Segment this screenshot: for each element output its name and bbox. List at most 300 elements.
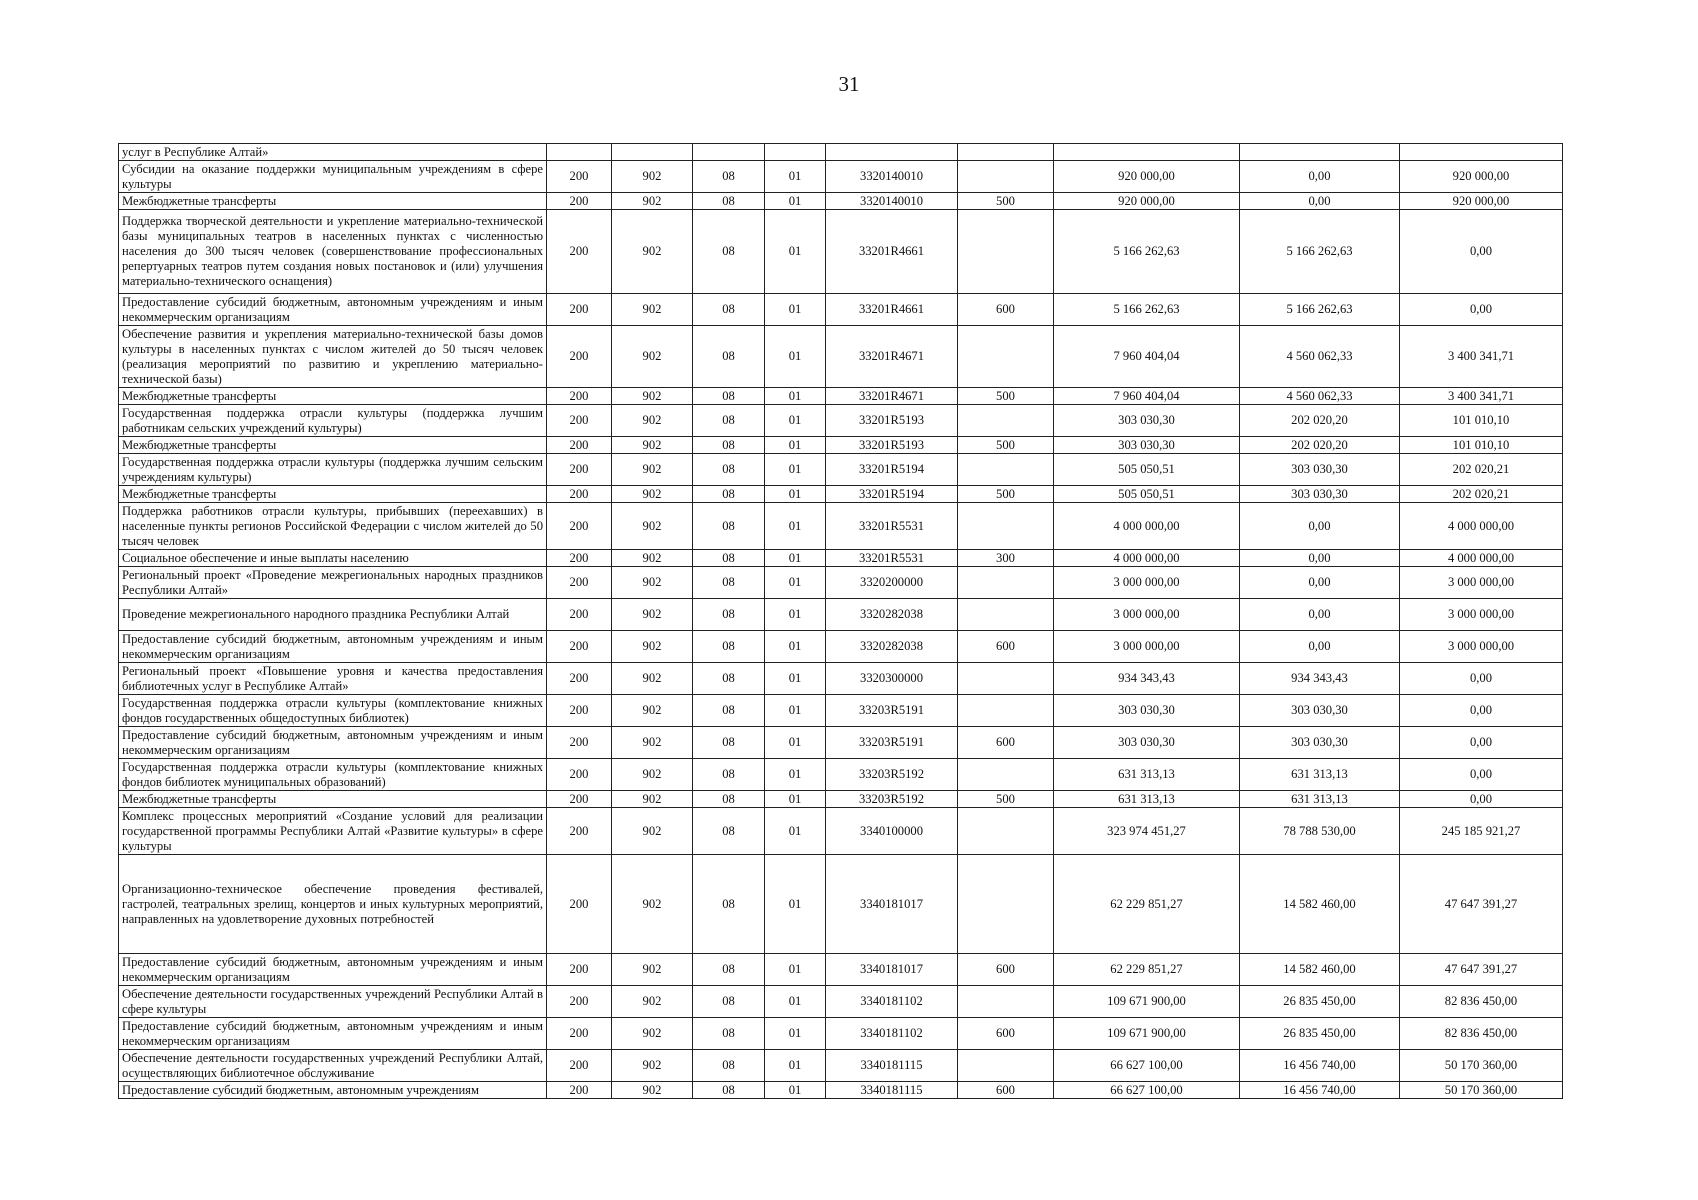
- grbs-code-cell: 902: [612, 695, 693, 727]
- expense-type-cell: 600: [958, 631, 1054, 663]
- expense-type-cell: 500: [958, 486, 1054, 503]
- subsection-code-cell: 01: [765, 791, 826, 808]
- sum-federal-cell: 4 560 062,33: [1240, 388, 1400, 405]
- expense-type-cell: [958, 599, 1054, 631]
- expense-type-cell: 500: [958, 388, 1054, 405]
- grbs-code-cell: 902: [612, 550, 693, 567]
- expense-type-cell: 600: [958, 727, 1054, 759]
- target-article-cell: 3320140010: [826, 193, 958, 210]
- sum-regional-cell: 0,00: [1400, 791, 1563, 808]
- expense-type-cell: [958, 210, 1054, 294]
- sum-federal-cell: 303 030,30: [1240, 727, 1400, 759]
- grbs-code-cell: 902: [612, 437, 693, 454]
- table-row: [119, 454, 1563, 486]
- sum-federal-cell: 0,00: [1240, 161, 1400, 193]
- sum-regional-cell: 50 170 360,00: [1400, 1050, 1563, 1082]
- admin-code-cell: 200: [547, 1018, 612, 1050]
- subsection-code-cell: 01: [765, 567, 826, 599]
- row-name-cell: Предоставление субсидий бюджетным, автономным учреждениям и иным некоммерческим организациям: [119, 727, 547, 759]
- sum-regional-cell: 202 020,21: [1400, 454, 1563, 486]
- sum-total-cell: 303 030,30: [1054, 405, 1240, 437]
- target-article-cell: 33201R5193: [826, 437, 958, 454]
- section-code-cell: 08: [693, 986, 765, 1018]
- sum-regional-cell: 0,00: [1400, 727, 1563, 759]
- sum-regional-cell: 0,00: [1400, 210, 1563, 294]
- admin-code-cell: 200: [547, 855, 612, 954]
- sum-federal-cell: [1240, 144, 1400, 161]
- subsection-code-cell: 01: [765, 454, 826, 486]
- expense-type-cell: [958, 161, 1054, 193]
- sum-total-cell: 3 000 000,00: [1054, 631, 1240, 663]
- target-article-cell: 3320200000: [826, 567, 958, 599]
- target-article-cell: 33203R5192: [826, 759, 958, 791]
- table-row: [119, 695, 1563, 727]
- sum-federal-cell: 0,00: [1240, 599, 1400, 631]
- row-name-cell: Предоставление субсидий бюджетным, автономным учреждениям и иным некоммерческим организациям: [119, 954, 547, 986]
- row-name-cell: Организационно-техническое обеспечение проведения фестивалей, гастролей, театральных зрелищ, концертов и иных культурных мероприятий, направленных на удовлетворение духовных потребностей: [119, 855, 547, 954]
- sum-regional-cell: 4 000 000,00: [1400, 550, 1563, 567]
- admin-code-cell: 200: [547, 210, 612, 294]
- sum-regional-cell: 245 185 921,27: [1400, 808, 1563, 855]
- sum-federal-cell: 631 313,13: [1240, 791, 1400, 808]
- grbs-code-cell: 902: [612, 294, 693, 326]
- subsection-code-cell: 01: [765, 503, 826, 550]
- target-article-cell: 33201R5194: [826, 454, 958, 486]
- admin-code-cell: 200: [547, 503, 612, 550]
- subsection-code-cell: 01: [765, 210, 826, 294]
- section-code-cell: 08: [693, 486, 765, 503]
- sum-regional-cell: 50 170 360,00: [1400, 1082, 1563, 1099]
- sum-total-cell: 109 671 900,00: [1054, 986, 1240, 1018]
- row-name-cell: Поддержка творческой деятельности и укрепление материально-технической базы муниципальных театров в населенных пунктах с численностью населения до 300 тысяч человек (совершенствование профессиональных репертуарных театров путем создания новых постановок и (или) улучшения материально-технического оснащения): [119, 210, 547, 294]
- section-code-cell: 08: [693, 954, 765, 986]
- section-code-cell: 08: [693, 210, 765, 294]
- admin-code-cell: 200: [547, 437, 612, 454]
- sum-federal-cell: 16 456 740,00: [1240, 1082, 1400, 1099]
- admin-code-cell: 200: [547, 791, 612, 808]
- target-article-cell: 3320282038: [826, 599, 958, 631]
- row-name-cell: Государственная поддержка отрасли культуры (комплектование книжных фондов библиотек муниципальных образований): [119, 759, 547, 791]
- sum-total-cell: 303 030,30: [1054, 437, 1240, 454]
- sum-federal-cell: 631 313,13: [1240, 759, 1400, 791]
- table-row: [119, 388, 1563, 405]
- expense-type-cell: 600: [958, 294, 1054, 326]
- budget-table-body: [119, 144, 1563, 1099]
- expense-type-cell: 500: [958, 193, 1054, 210]
- sum-total-cell: 4 000 000,00: [1054, 503, 1240, 550]
- target-article-cell: [826, 144, 958, 161]
- section-code-cell: 08: [693, 405, 765, 437]
- grbs-code-cell: [612, 144, 693, 161]
- grbs-code-cell: 902: [612, 954, 693, 986]
- target-article-cell: 3340181017: [826, 855, 958, 954]
- section-code-cell: 08: [693, 567, 765, 599]
- sum-total-cell: 5 166 262,63: [1054, 294, 1240, 326]
- expense-type-cell: [958, 567, 1054, 599]
- table-row: [119, 550, 1563, 567]
- sum-federal-cell: 5 166 262,63: [1240, 294, 1400, 326]
- sum-regional-cell: 202 020,21: [1400, 486, 1563, 503]
- grbs-code-cell: 902: [612, 986, 693, 1018]
- page-number: 31: [838, 72, 860, 96]
- sum-total-cell: 62 229 851,27: [1054, 954, 1240, 986]
- sum-regional-cell: 0,00: [1400, 695, 1563, 727]
- section-code-cell: [693, 144, 765, 161]
- table-row: [119, 855, 1563, 954]
- target-article-cell: 33201R5531: [826, 550, 958, 567]
- table-row: [119, 631, 1563, 663]
- table-row: [119, 567, 1563, 599]
- grbs-code-cell: 902: [612, 855, 693, 954]
- row-name-cell: Социальное обеспечение и иные выплаты населению: [119, 550, 547, 567]
- expense-type-cell: 300: [958, 550, 1054, 567]
- grbs-code-cell: 902: [612, 1082, 693, 1099]
- subsection-code-cell: 01: [765, 986, 826, 1018]
- table-row: [119, 144, 1563, 161]
- table-row: [119, 210, 1563, 294]
- sum-federal-cell: 26 835 450,00: [1240, 986, 1400, 1018]
- subsection-code-cell: 01: [765, 1082, 826, 1099]
- section-code-cell: 08: [693, 759, 765, 791]
- sum-federal-cell: 0,00: [1240, 193, 1400, 210]
- row-name-cell: Межбюджетные трансферты: [119, 193, 547, 210]
- table-row: [119, 1082, 1563, 1099]
- subsection-code-cell: 01: [765, 193, 826, 210]
- admin-code-cell: 200: [547, 1082, 612, 1099]
- expense-type-cell: 500: [958, 791, 1054, 808]
- sum-federal-cell: 14 582 460,00: [1240, 855, 1400, 954]
- table-row: [119, 808, 1563, 855]
- subsection-code-cell: 01: [765, 1018, 826, 1050]
- subsection-code-cell: 01: [765, 954, 826, 986]
- table-row: [119, 599, 1563, 631]
- admin-code-cell: 200: [547, 294, 612, 326]
- grbs-code-cell: 902: [612, 193, 693, 210]
- sum-total-cell: 323 974 451,27: [1054, 808, 1240, 855]
- row-name-cell: Предоставление субсидий бюджетным, автономным учреждениям и иным некоммерческим организациям: [119, 1018, 547, 1050]
- section-code-cell: 08: [693, 695, 765, 727]
- section-code-cell: 08: [693, 663, 765, 695]
- sum-total-cell: 934 343,43: [1054, 663, 1240, 695]
- admin-code-cell: 200: [547, 631, 612, 663]
- grbs-code-cell: 902: [612, 791, 693, 808]
- admin-code-cell: 200: [547, 161, 612, 193]
- grbs-code-cell: 902: [612, 663, 693, 695]
- row-name-cell: Обеспечение деятельности государственных учреждений Республики Алтай в сфере культуры: [119, 986, 547, 1018]
- section-code-cell: 08: [693, 294, 765, 326]
- sum-total-cell: 66 627 100,00: [1054, 1082, 1240, 1099]
- admin-code-cell: [547, 144, 612, 161]
- sum-regional-cell: 3 400 341,71: [1400, 388, 1563, 405]
- admin-code-cell: 200: [547, 727, 612, 759]
- section-code-cell: 08: [693, 1082, 765, 1099]
- table-row: [119, 1018, 1563, 1050]
- row-name-cell: Государственная поддержка отрасли культуры (поддержка лучшим работникам сельских учреждений культуры): [119, 405, 547, 437]
- grbs-code-cell: 902: [612, 567, 693, 599]
- expense-type-cell: 600: [958, 954, 1054, 986]
- sum-regional-cell: 82 836 450,00: [1400, 986, 1563, 1018]
- section-code-cell: 08: [693, 326, 765, 388]
- sum-total-cell: 62 229 851,27: [1054, 855, 1240, 954]
- sum-total-cell: 505 050,51: [1054, 454, 1240, 486]
- section-code-cell: 08: [693, 727, 765, 759]
- subsection-code-cell: 01: [765, 727, 826, 759]
- grbs-code-cell: 902: [612, 599, 693, 631]
- row-name-cell: Комплекс процессных мероприятий «Создание условий для реализации государственной программы Республики Алтай «Развитие культуры» в сфере культуры: [119, 808, 547, 855]
- expense-type-cell: 500: [958, 437, 1054, 454]
- target-article-cell: 33201R5193: [826, 405, 958, 437]
- sum-federal-cell: 0,00: [1240, 550, 1400, 567]
- grbs-code-cell: 902: [612, 1050, 693, 1082]
- table-row: [119, 663, 1563, 695]
- section-code-cell: 08: [693, 437, 765, 454]
- expense-type-cell: 600: [958, 1082, 1054, 1099]
- grbs-code-cell: 902: [612, 388, 693, 405]
- target-article-cell: 3320300000: [826, 663, 958, 695]
- admin-code-cell: 200: [547, 954, 612, 986]
- expense-type-cell: [958, 144, 1054, 161]
- sum-total-cell: 920 000,00: [1054, 193, 1240, 210]
- sum-regional-cell: 3 000 000,00: [1400, 599, 1563, 631]
- sum-federal-cell: 26 835 450,00: [1240, 1018, 1400, 1050]
- target-article-cell: 3340181102: [826, 986, 958, 1018]
- grbs-code-cell: 902: [612, 161, 693, 193]
- section-code-cell: 08: [693, 550, 765, 567]
- table-row: [119, 486, 1563, 503]
- row-name-cell: Государственная поддержка отрасли культуры (поддержка лучшим сельским учреждениям культуры): [119, 454, 547, 486]
- section-code-cell: 08: [693, 808, 765, 855]
- sum-regional-cell: [1400, 144, 1563, 161]
- sum-regional-cell: 0,00: [1400, 663, 1563, 695]
- grbs-code-cell: 902: [612, 1018, 693, 1050]
- table-row: [119, 405, 1563, 437]
- admin-code-cell: 200: [547, 695, 612, 727]
- subsection-code-cell: 01: [765, 326, 826, 388]
- row-name-cell: услуг в Республике Алтай»: [119, 144, 547, 161]
- target-article-cell: 3340181017: [826, 954, 958, 986]
- sum-federal-cell: 202 020,20: [1240, 437, 1400, 454]
- expense-type-cell: [958, 326, 1054, 388]
- sum-regional-cell: 101 010,10: [1400, 437, 1563, 454]
- admin-code-cell: 200: [547, 986, 612, 1018]
- sum-total-cell: [1054, 144, 1240, 161]
- subsection-code-cell: 01: [765, 855, 826, 954]
- section-code-cell: 08: [693, 599, 765, 631]
- expense-type-cell: [958, 503, 1054, 550]
- table-row: [119, 326, 1563, 388]
- sum-regional-cell: 4 000 000,00: [1400, 503, 1563, 550]
- target-article-cell: 3340181115: [826, 1050, 958, 1082]
- subsection-code-cell: 01: [765, 486, 826, 503]
- row-name-cell: Региональный проект «Повышение уровня и качества предоставления библиотечных услуг в Республике Алтай»: [119, 663, 547, 695]
- admin-code-cell: 200: [547, 486, 612, 503]
- grbs-code-cell: 902: [612, 727, 693, 759]
- expense-type-cell: [958, 405, 1054, 437]
- admin-code-cell: 200: [547, 759, 612, 791]
- sum-regional-cell: 920 000,00: [1400, 161, 1563, 193]
- sum-total-cell: 303 030,30: [1054, 695, 1240, 727]
- grbs-code-cell: 902: [612, 503, 693, 550]
- expense-type-cell: 600: [958, 1018, 1054, 1050]
- sum-federal-cell: 934 343,43: [1240, 663, 1400, 695]
- target-article-cell: 33201R4661: [826, 294, 958, 326]
- grbs-code-cell: 902: [612, 454, 693, 486]
- expense-type-cell: [958, 695, 1054, 727]
- subsection-code-cell: 01: [765, 388, 826, 405]
- section-code-cell: 08: [693, 855, 765, 954]
- sum-federal-cell: 303 030,30: [1240, 486, 1400, 503]
- section-code-cell: 08: [693, 503, 765, 550]
- target-article-cell: 33201R4671: [826, 388, 958, 405]
- expense-type-cell: [958, 855, 1054, 954]
- table-row: [119, 1050, 1563, 1082]
- subsection-code-cell: 01: [765, 294, 826, 326]
- sum-federal-cell: 0,00: [1240, 503, 1400, 550]
- target-article-cell: 33201R4661: [826, 210, 958, 294]
- target-article-cell: 3340100000: [826, 808, 958, 855]
- section-code-cell: 08: [693, 193, 765, 210]
- section-code-cell: 08: [693, 791, 765, 808]
- row-name-cell: Государственная поддержка отрасли культуры (комплектование книжных фондов государственных общедоступных библиотек): [119, 695, 547, 727]
- sum-federal-cell: 303 030,30: [1240, 454, 1400, 486]
- subsection-code-cell: 01: [765, 1050, 826, 1082]
- sum-regional-cell: 47 647 391,27: [1400, 954, 1563, 986]
- sum-federal-cell: 0,00: [1240, 567, 1400, 599]
- target-article-cell: 33203R5191: [826, 727, 958, 759]
- budget-table: [118, 143, 1563, 1099]
- sum-total-cell: 505 050,51: [1054, 486, 1240, 503]
- target-article-cell: 3320282038: [826, 631, 958, 663]
- subsection-code-cell: 01: [765, 631, 826, 663]
- sum-regional-cell: 47 647 391,27: [1400, 855, 1563, 954]
- table-row: [119, 759, 1563, 791]
- sum-total-cell: 7 960 404,04: [1054, 326, 1240, 388]
- expense-type-cell: [958, 986, 1054, 1018]
- sum-regional-cell: 920 000,00: [1400, 193, 1563, 210]
- grbs-code-cell: 902: [612, 486, 693, 503]
- grbs-code-cell: 902: [612, 405, 693, 437]
- section-code-cell: 08: [693, 1018, 765, 1050]
- admin-code-cell: 200: [547, 326, 612, 388]
- table-row: [119, 437, 1563, 454]
- subsection-code-cell: 01: [765, 550, 826, 567]
- grbs-code-cell: 902: [612, 631, 693, 663]
- table-row: [119, 791, 1563, 808]
- subsection-code-cell: 01: [765, 405, 826, 437]
- grbs-code-cell: 902: [612, 808, 693, 855]
- target-article-cell: 3340181115: [826, 1082, 958, 1099]
- expense-type-cell: [958, 663, 1054, 695]
- table-row: [119, 161, 1563, 193]
- sum-federal-cell: 5 166 262,63: [1240, 210, 1400, 294]
- sum-regional-cell: 0,00: [1400, 294, 1563, 326]
- sum-federal-cell: 4 560 062,33: [1240, 326, 1400, 388]
- subsection-code-cell: 01: [765, 161, 826, 193]
- sum-total-cell: 3 000 000,00: [1054, 567, 1240, 599]
- sum-federal-cell: 14 582 460,00: [1240, 954, 1400, 986]
- sum-regional-cell: 3 000 000,00: [1400, 631, 1563, 663]
- subsection-code-cell: 01: [765, 695, 826, 727]
- sum-regional-cell: 0,00: [1400, 759, 1563, 791]
- sum-total-cell: 3 000 000,00: [1054, 599, 1240, 631]
- grbs-code-cell: 902: [612, 210, 693, 294]
- row-name-cell: Проведение межрегионального народного праздника Республики Алтай: [119, 599, 547, 631]
- sum-regional-cell: 101 010,10: [1400, 405, 1563, 437]
- row-name-cell: Межбюджетные трансферты: [119, 486, 547, 503]
- target-article-cell: 33201R5194: [826, 486, 958, 503]
- row-name-cell: Предоставление субсидий бюджетным, автономным учреждениям и иным некоммерческим организациям: [119, 294, 547, 326]
- target-article-cell: 3320140010: [826, 161, 958, 193]
- section-code-cell: 08: [693, 631, 765, 663]
- sum-total-cell: 4 000 000,00: [1054, 550, 1240, 567]
- sum-total-cell: 303 030,30: [1054, 727, 1240, 759]
- admin-code-cell: 200: [547, 1050, 612, 1082]
- admin-code-cell: 200: [547, 550, 612, 567]
- expense-type-cell: [958, 454, 1054, 486]
- section-code-cell: 08: [693, 388, 765, 405]
- sum-total-cell: 7 960 404,04: [1054, 388, 1240, 405]
- target-article-cell: 3340181102: [826, 1018, 958, 1050]
- row-name-cell: Межбюджетные трансферты: [119, 437, 547, 454]
- grbs-code-cell: 902: [612, 326, 693, 388]
- sum-total-cell: 109 671 900,00: [1054, 1018, 1240, 1050]
- admin-code-cell: 200: [547, 454, 612, 486]
- row-name-cell: Предоставление субсидий бюджетным, автономным учреждениям и иным некоммерческим организациям: [119, 631, 547, 663]
- table-row: [119, 727, 1563, 759]
- subsection-code-cell: 01: [765, 599, 826, 631]
- expense-type-cell: [958, 759, 1054, 791]
- sum-total-cell: 920 000,00: [1054, 161, 1240, 193]
- subsection-code-cell: [765, 144, 826, 161]
- sum-total-cell: 631 313,13: [1054, 759, 1240, 791]
- sum-regional-cell: 82 836 450,00: [1400, 1018, 1563, 1050]
- sum-federal-cell: 78 788 530,00: [1240, 808, 1400, 855]
- target-article-cell: 33201R4671: [826, 326, 958, 388]
- row-name-cell: Предоставление субсидий бюджетным, автономным учреждениям: [119, 1082, 547, 1099]
- sum-federal-cell: 303 030,30: [1240, 695, 1400, 727]
- expense-type-cell: [958, 808, 1054, 855]
- target-article-cell: 33203R5192: [826, 791, 958, 808]
- row-name-cell: Субсидии на оказание поддержки муниципальным учреждениям в сфере культуры: [119, 161, 547, 193]
- row-name-cell: Межбюджетные трансферты: [119, 388, 547, 405]
- section-code-cell: 08: [693, 1050, 765, 1082]
- grbs-code-cell: 902: [612, 759, 693, 791]
- subsection-code-cell: 01: [765, 437, 826, 454]
- sum-total-cell: 631 313,13: [1054, 791, 1240, 808]
- subsection-code-cell: 01: [765, 663, 826, 695]
- admin-code-cell: 200: [547, 388, 612, 405]
- target-article-cell: 33203R5191: [826, 695, 958, 727]
- subsection-code-cell: 01: [765, 759, 826, 791]
- admin-code-cell: 200: [547, 663, 612, 695]
- table-row: [119, 986, 1563, 1018]
- row-name-cell: Региональный проект «Проведение межрегиональных народных праздников Республики Алтай»: [119, 567, 547, 599]
- table-row: [119, 294, 1563, 326]
- sum-federal-cell: 16 456 740,00: [1240, 1050, 1400, 1082]
- sum-total-cell: 5 166 262,63: [1054, 210, 1240, 294]
- section-code-cell: 08: [693, 454, 765, 486]
- admin-code-cell: 200: [547, 405, 612, 437]
- row-name-cell: Обеспечение деятельности государственных учреждений Республики Алтай, осуществляющих библиотечное обслуживание: [119, 1050, 547, 1082]
- target-article-cell: 33201R5531: [826, 503, 958, 550]
- admin-code-cell: 200: [547, 808, 612, 855]
- table-row: [119, 503, 1563, 550]
- expense-type-cell: [958, 1050, 1054, 1082]
- table-row: [119, 954, 1563, 986]
- row-name-cell: Поддержка работников отрасли культуры, прибывших (переехавших) в населенные пункты регионов Российской Федерации с числом жителей до 50 тысяч человек: [119, 503, 547, 550]
- subsection-code-cell: 01: [765, 808, 826, 855]
- row-name-cell: Обеспечение развития и укрепления материально-технической базы домов культуры в населенных пунктах с числом жителей до 50 тысяч человек (реализация мероприятий по развитию и укреплению материально-технической базы): [119, 326, 547, 388]
